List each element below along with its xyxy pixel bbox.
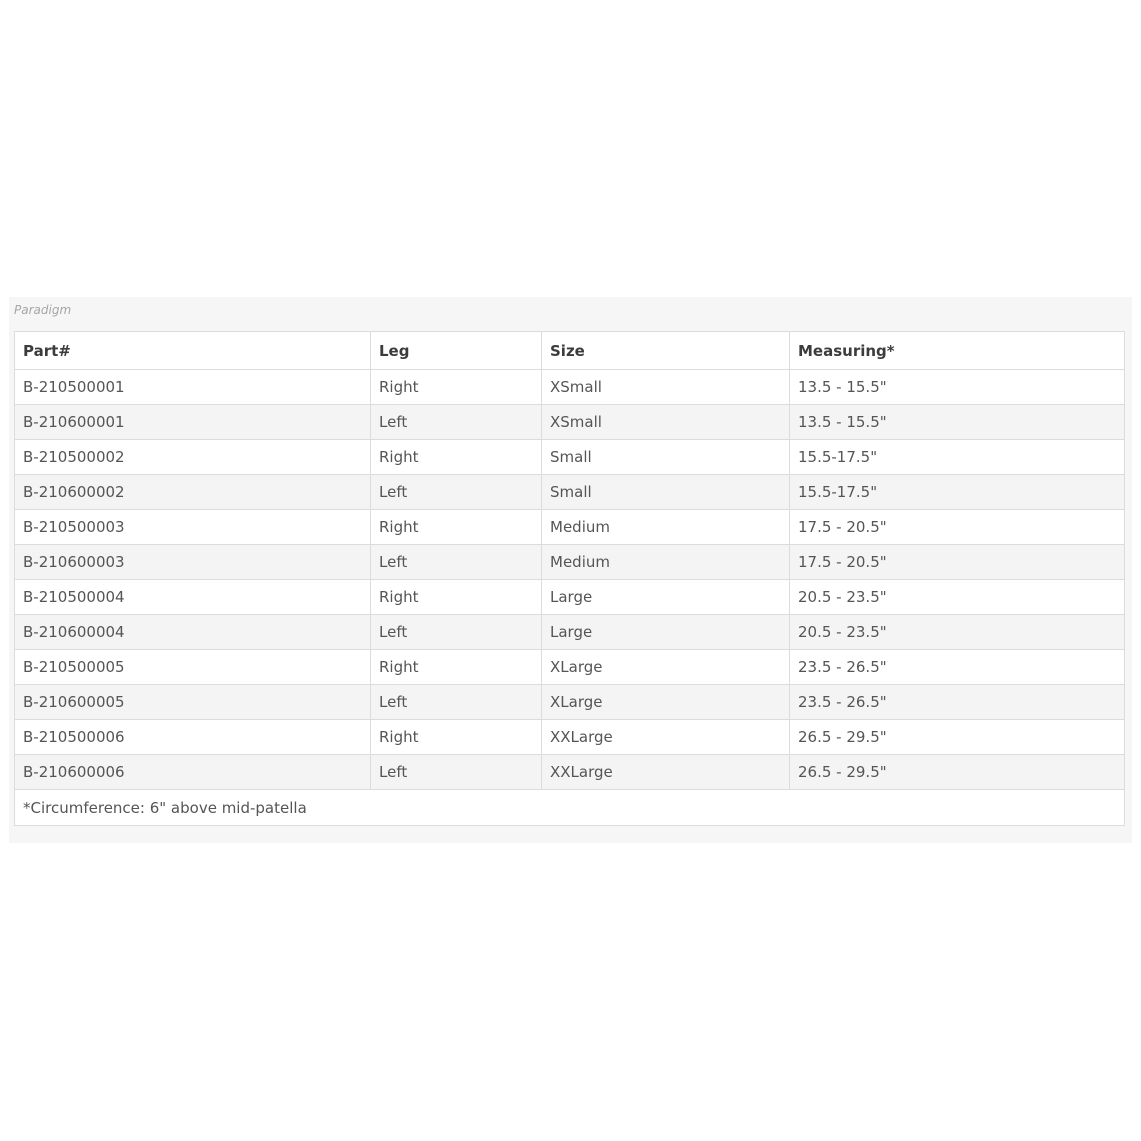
cell-size: XLarge bbox=[542, 685, 790, 720]
cell-part-number: B-210600001 bbox=[15, 405, 371, 440]
cell-leg: Left bbox=[371, 755, 542, 790]
header-measuring: Measuring* bbox=[790, 332, 1125, 370]
cell-leg: Right bbox=[371, 440, 542, 475]
footnote-row bbox=[15, 790, 1125, 826]
cell-size: Small bbox=[542, 475, 790, 510]
cell-leg: Right bbox=[371, 370, 542, 405]
cell-size: Large bbox=[542, 580, 790, 615]
cell-measuring: 15.5-17.5" bbox=[790, 475, 1125, 510]
cell-size: Medium bbox=[542, 545, 790, 580]
cell-part-number: B-210500001 bbox=[15, 370, 371, 405]
cell-measuring: 23.5 - 26.5" bbox=[790, 685, 1125, 720]
cell-measuring: 13.5 - 15.5" bbox=[790, 370, 1125, 405]
table-row bbox=[15, 650, 1125, 685]
table-row bbox=[15, 685, 1125, 720]
cell-measuring: 20.5 - 23.5" bbox=[790, 580, 1125, 615]
table-row bbox=[15, 580, 1125, 615]
size-chart-panel bbox=[9, 297, 1132, 843]
header-part-number: Part# bbox=[15, 332, 371, 370]
cell-measuring: 17.5 - 20.5" bbox=[790, 510, 1125, 545]
cell-measuring: 26.5 - 29.5" bbox=[790, 720, 1125, 755]
cell-measuring: 20.5 - 23.5" bbox=[790, 615, 1125, 650]
cell-part-number: B-210600005 bbox=[15, 685, 371, 720]
table-row bbox=[15, 475, 1125, 510]
cell-leg: Left bbox=[371, 685, 542, 720]
cell-measuring: 23.5 - 26.5" bbox=[790, 650, 1125, 685]
table-row bbox=[15, 440, 1125, 475]
header-row bbox=[15, 332, 1125, 370]
cell-part-number: B-210500004 bbox=[15, 580, 371, 615]
header-leg: Leg bbox=[371, 332, 542, 370]
cell-leg: Right bbox=[371, 720, 542, 755]
cell-measuring: 13.5 - 15.5" bbox=[790, 405, 1125, 440]
cell-leg: Left bbox=[371, 475, 542, 510]
cell-size: XSmall bbox=[542, 370, 790, 405]
cell-size: Large bbox=[542, 615, 790, 650]
cell-part-number: B-210600002 bbox=[15, 475, 371, 510]
cell-part-number: B-210600004 bbox=[15, 615, 371, 650]
table-row bbox=[15, 510, 1125, 545]
cell-leg: Left bbox=[371, 615, 542, 650]
footnote: *Circumference: 6" above mid-patella bbox=[15, 790, 1125, 826]
cell-size: XSmall bbox=[542, 405, 790, 440]
cell-part-number: B-210600006 bbox=[15, 755, 371, 790]
header-size: Size bbox=[542, 332, 790, 370]
cell-leg: Left bbox=[371, 405, 542, 440]
cell-part-number: B-210500005 bbox=[15, 650, 371, 685]
cell-part-number: B-210500006 bbox=[15, 720, 371, 755]
table-row bbox=[15, 405, 1125, 440]
cell-size: Small bbox=[542, 440, 790, 475]
cell-part-number: B-210500002 bbox=[15, 440, 371, 475]
table-row bbox=[15, 545, 1125, 580]
cell-measuring: 26.5 - 29.5" bbox=[790, 755, 1125, 790]
table-row bbox=[15, 720, 1125, 755]
cell-measuring: 17.5 - 20.5" bbox=[790, 545, 1125, 580]
cell-measuring: 15.5-17.5" bbox=[790, 440, 1125, 475]
table-caption: Paradigm bbox=[14, 303, 72, 317]
cell-part-number: B-210600003 bbox=[15, 545, 371, 580]
cell-size: XLarge bbox=[542, 650, 790, 685]
cell-leg: Right bbox=[371, 580, 542, 615]
cell-size: Medium bbox=[542, 510, 790, 545]
cell-part-number: B-210500003 bbox=[15, 510, 371, 545]
table-row bbox=[15, 615, 1125, 650]
cell-leg: Right bbox=[371, 650, 542, 685]
cell-leg: Left bbox=[371, 545, 542, 580]
table-row bbox=[15, 755, 1125, 790]
cell-leg: Right bbox=[371, 510, 542, 545]
cell-size: XXLarge bbox=[542, 755, 790, 790]
cell-size: XXLarge bbox=[542, 720, 790, 755]
size-chart-table bbox=[14, 331, 1125, 826]
table-body bbox=[15, 370, 1125, 790]
table-row bbox=[15, 370, 1125, 405]
